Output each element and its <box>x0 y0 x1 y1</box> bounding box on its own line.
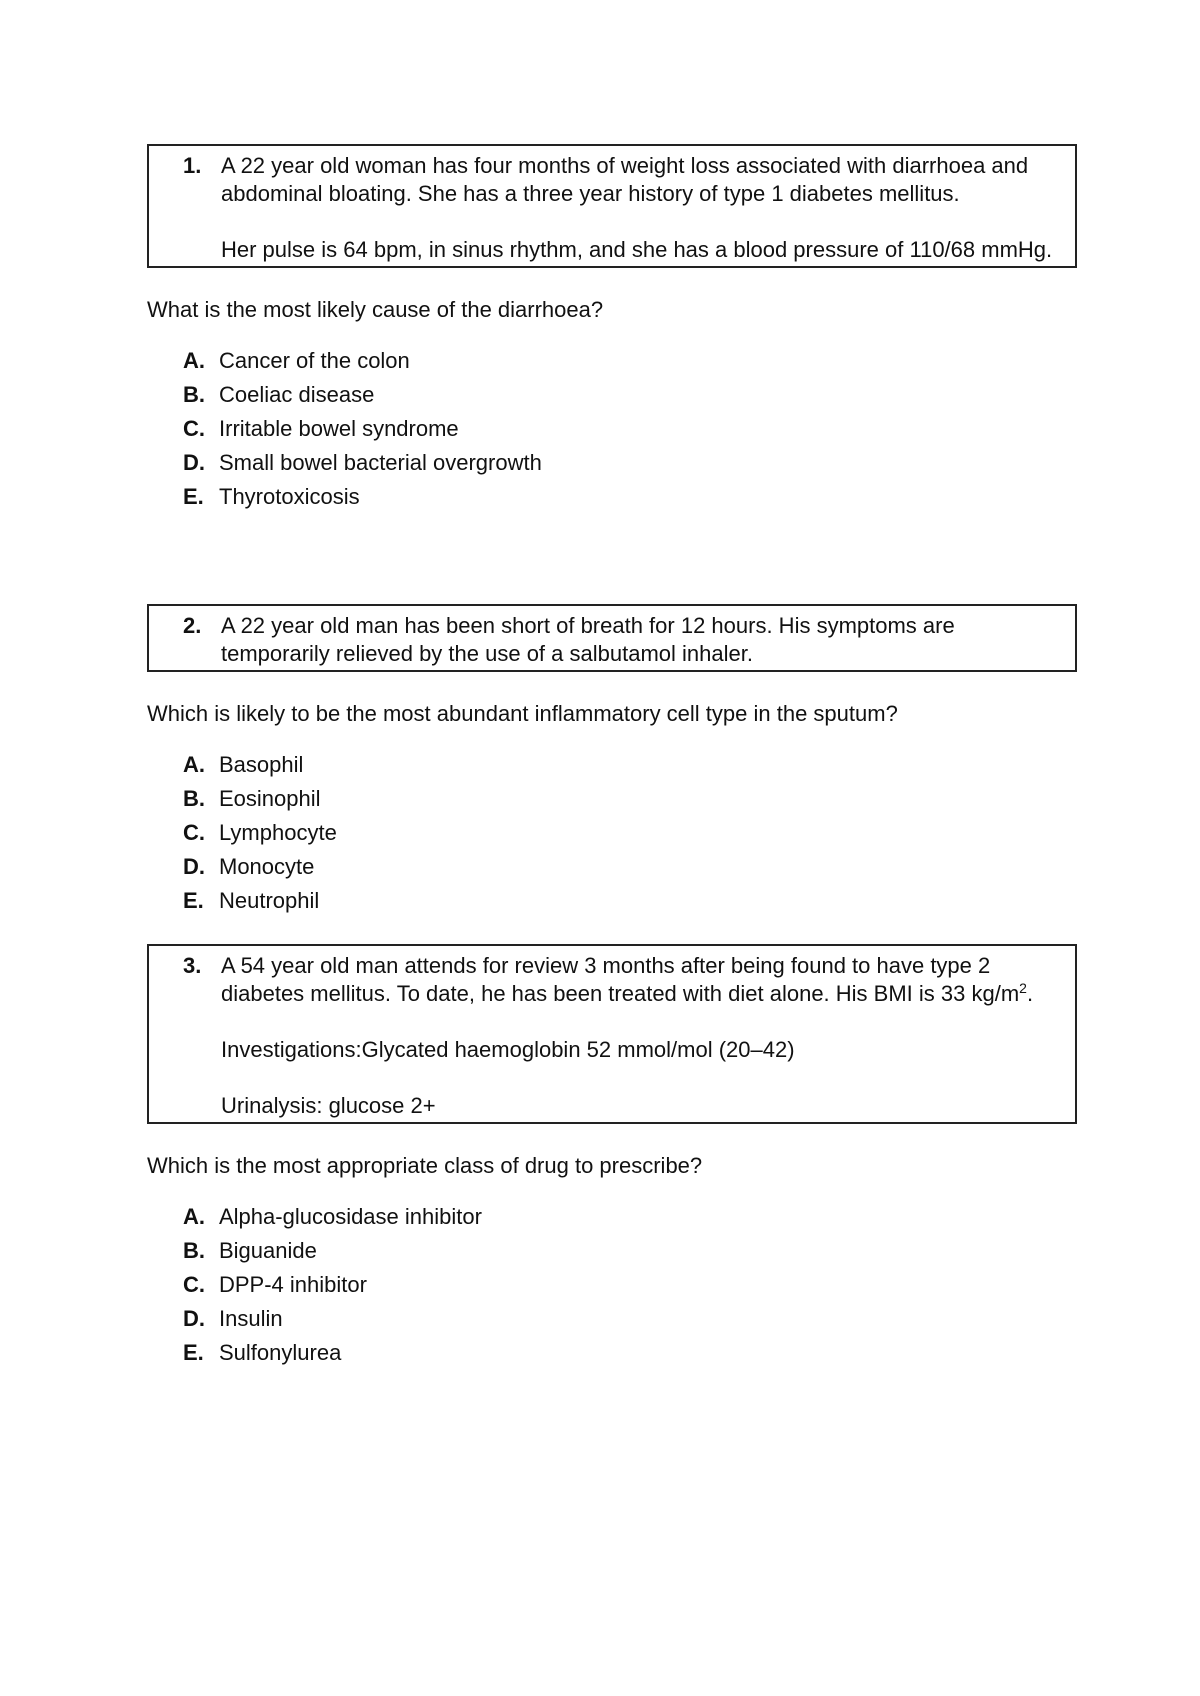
stem-paragraph: A 22 year old woman has four months of weight loss associated with diarrhoea and abdominal bloating. She has a three year history of type 1 diabetes mellitus. <box>221 153 1029 206</box>
option-text: Insulin <box>219 1306 283 1331</box>
stem-text-end: . <box>1026 981 1034 1006</box>
answer-options <box>183 748 1077 918</box>
answer-option-b[interactable] <box>183 782 1077 816</box>
question-stem-box <box>147 144 1077 268</box>
question-number: 2. <box>183 613 202 638</box>
question-2 <box>147 604 1077 918</box>
option-letter: C. <box>183 416 205 441</box>
answer-option-e[interactable] <box>183 884 1077 918</box>
option-letter: A. <box>183 752 205 777</box>
answer-option-b[interactable] <box>183 378 1077 412</box>
option-letter: C. <box>183 1272 205 1297</box>
option-text: Coeliac disease <box>219 382 375 407</box>
stem-text: A 54 year old man attends for review 3 months after being found to have type 2 diabetes mellitus. To date, he has been treated with diet alone. His BMI is 33 kg/m <box>221 953 1020 1006</box>
question-lead-in: Which is the most appropriate class of drug to prescribe? <box>147 1153 703 1178</box>
option-text: Lymphocyte <box>219 820 337 845</box>
answer-option-e[interactable] <box>183 480 1077 514</box>
superscript: 2 <box>1019 980 1027 996</box>
stem-paragraph: A 22 year old man has been short of breath for 12 hours. His symptoms are temporarily relieved by the use of a salbutamol inhaler. <box>221 613 955 666</box>
answer-option-e[interactable] <box>183 1336 1077 1370</box>
answer-option-c[interactable] <box>183 1268 1077 1302</box>
urinalysis-line: Urinalysis: glucose 2+ <box>221 1093 436 1118</box>
answer-option-a[interactable] <box>183 748 1077 782</box>
option-letter: A. <box>183 348 205 373</box>
option-letter: D. <box>183 854 205 879</box>
answer-option-b[interactable] <box>183 1234 1077 1268</box>
option-text: Monocyte <box>219 854 315 879</box>
question-lead-in: What is the most likely cause of the diarrhoea? <box>147 297 604 322</box>
option-letter: D. <box>183 1306 205 1331</box>
option-letter: E. <box>183 484 204 509</box>
option-letter: D. <box>183 450 205 475</box>
answer-option-c[interactable] <box>183 412 1077 446</box>
option-letter: B. <box>183 1238 205 1263</box>
answer-option-a[interactable] <box>183 344 1077 378</box>
option-text: DPP-4 inhibitor <box>219 1272 367 1297</box>
stem-paragraph: Her pulse is 64 bpm, in sinus rhythm, and she has a blood pressure of 110/68 mmHg. <box>221 237 1053 262</box>
option-text: Eosinophil <box>219 786 321 811</box>
option-letter: B. <box>183 382 205 407</box>
option-text: Small bowel bacterial overgrowth <box>219 450 542 475</box>
answer-options <box>183 344 1077 514</box>
option-text: Cancer of the colon <box>219 348 410 373</box>
question-number: 3. <box>183 953 202 978</box>
answer-option-d[interactable] <box>183 850 1077 884</box>
option-letter: E. <box>183 888 204 913</box>
option-text: Basophil <box>219 752 304 777</box>
option-letter: E. <box>183 1340 204 1365</box>
option-text: Thyrotoxicosis <box>219 484 360 509</box>
answer-option-d[interactable] <box>183 446 1077 480</box>
question-1 <box>147 144 1077 514</box>
option-text: Neutrophil <box>219 888 320 913</box>
answer-option-a[interactable] <box>183 1200 1077 1234</box>
question-stem-box <box>147 604 1077 672</box>
stem-paragraph <box>221 952 1059 1008</box>
question-number: 1. <box>183 153 202 178</box>
question-lead-in: Which is likely to be the most abundant inflammatory cell type in the sputum? <box>147 701 898 726</box>
answer-option-c[interactable] <box>183 816 1077 850</box>
option-text: Sulfonylurea <box>219 1340 342 1365</box>
answer-options <box>183 1200 1077 1370</box>
question-stem-box <box>147 944 1077 1124</box>
option-letter: C. <box>183 820 205 845</box>
answer-option-d[interactable] <box>183 1302 1077 1336</box>
option-text: Irritable bowel syndrome <box>219 416 459 441</box>
option-letter: A. <box>183 1204 205 1229</box>
question-3 <box>147 944 1077 1370</box>
option-text: Alpha-glucosidase inhibitor <box>219 1204 482 1229</box>
investigations-line: Investigations:Glycated haemoglobin 52 mmol/mol (20–42) <box>221 1037 795 1062</box>
option-text: Biguanide <box>219 1238 317 1263</box>
option-letter: B. <box>183 786 205 811</box>
